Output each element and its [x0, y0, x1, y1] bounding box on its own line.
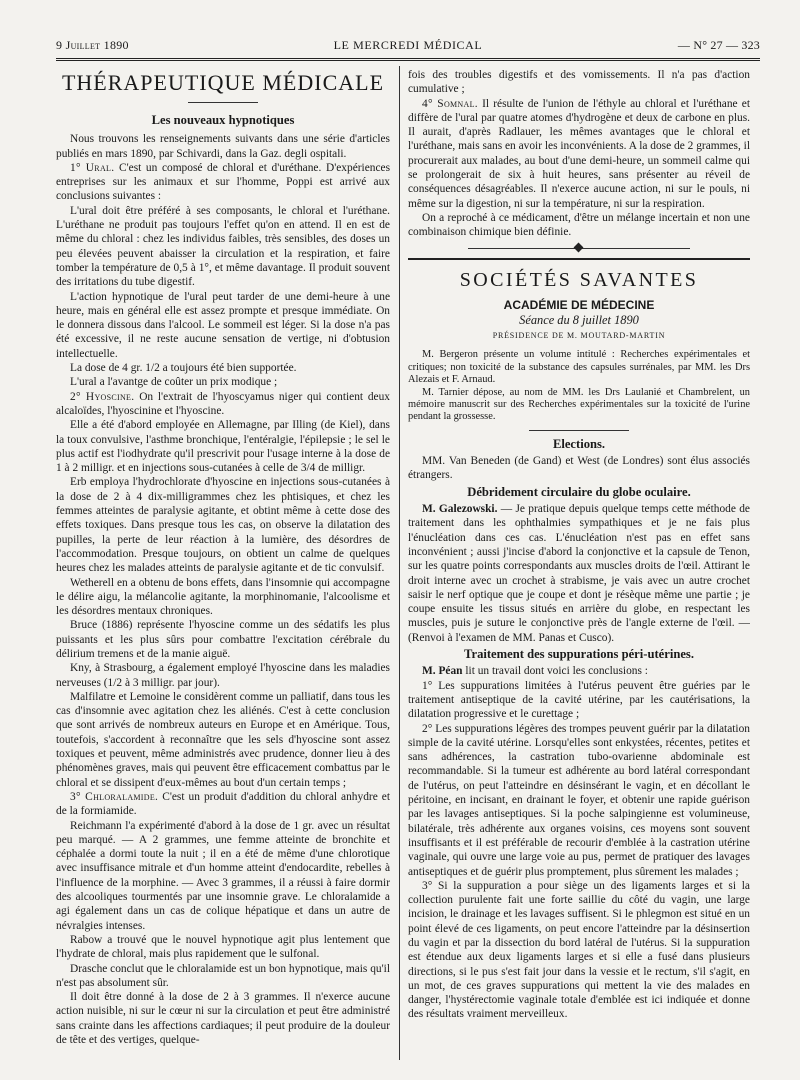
pean-conclusion-1: 1° Les suppurations limitées à l'utérus peuvent être guéries par le traitement antiseptique de la cavité utérine, par les cautérisations, la dilatation progressive et le curettage ; [408, 679, 750, 721]
somnal-label: 4° Somnal. [422, 97, 478, 110]
ural-paragraph-2: L'ural doit être préféré à ses composants, le chloral et l'uréthane. L'uréthane ne produit pas toujours l'effet qu'on en attend. Il en est de même du chloral : chez les individus faibles, très sensibles, des doses un peu élevées peuvent abaisser la circulation et la respiration, et faire tomber la température de 0,5 à 1°, et même davantage. Il produit souvent des irritations du tube digestif. [56, 204, 390, 289]
issue-date: 9 Juillet 1890 [56, 38, 129, 52]
debridement-paragraph [408, 502, 750, 645]
right-column [408, 68, 750, 1062]
elections-paragraph: MM. Van Beneden (de Gand) et West (de Londres) sont élus associés étrangers. [408, 455, 750, 482]
debridement-author: M. Galezowski. [422, 503, 498, 516]
chloralamide-paragraph [56, 790, 390, 819]
hyoscine-paragraph-4: Wetherell en a obtenu de bons effets, dans l'insomnie qui accompagne le délire aigu, la mélancolie agitante, la morphinomanie, l'alcoolisme et les désordres mentaux chroniques. [56, 576, 390, 618]
ural-text: C'est un composé de chloral et d'uréthane. D'expériences entreprises sur les animaux et sur l'homme, Poppi est arrivé aux conclusions suivantes : [56, 161, 390, 203]
hyoscine-paragraph-3: Erb employa l'hydrochlorate d'hyoscine en injections sous-cutanées à la dose de 2 à 4 dix-milligrammes chez les phtisiques, et chez les femmes atteintes de paralysie agitante, et obtint même à cette dose des effets toxiques. Dans presque tous les cas, on observe la dilatation des pupilles, la perte de leur réaction à la lumière, des désordres de l'accommodation. Presque toujours, on obtient un calme de quelques heures chez les malades atteints de paralysie agitante et de tic convulsif. [56, 476, 390, 575]
ural-paragraph [56, 161, 390, 204]
chloralamide-label: 3° Chloralamide. [70, 790, 159, 803]
section-ornament [408, 242, 750, 254]
continued-paragraph: fois des troubles digestifs et des vomissements. Il n'a pas d'action cumulative ; [408, 69, 750, 96]
hyoscine-paragraph-2: Elle a été d'abord employée en Allemagne, par Illing (de Kiel), dans la toux convulsive, l'asthme bronchique, l'entéralgie, l'épilepsie ; le sel le plus actif est l'iodhydrate qu'il prescrivit pour l'usage interne à la dose de 1 à 2 milligr. et en injections sous-cutanées à celle de 3/4 de milligr. [56, 419, 390, 475]
title-rule [188, 102, 258, 103]
hyoscine-paragraph-5: Bruce (1886) représente l'hyoscine comme un des sédatifs les plus puissants et les plus sûrs pour combattre l'excitation cérébrale du délirium tremens et de la manie aiguë. [56, 619, 390, 660]
minutes-paragraph-2: M. Tarnier dépose, au nom de MM. les Drs Laulanié et Chambrelent, un mémoire manuscrit sur des Recherches expérimentales sur la toxicité de l'urine pendant la grossesse. [408, 386, 750, 423]
minutes-paragraph-1: M. Bergeron présente un volume intitulé : Recherches expérimentales et critiques; non toxicité de la substance des capsules surrénales, par MM. les Drs Alezais et F. Arnaud. [408, 349, 750, 386]
journal-title: LE MERCREDI MÉDICAL [333, 38, 483, 52]
chloralamide-paragraph-2: Reichmann l'a expérimenté d'abord à la dose de 1 gr. avec un résultat peu marqué. — A 2 grammes, une femme atteinte de bronchite et céphalée a dormi toute la nuit ; il en a été de même d'une chlorotique avec insuffisance mitrale et d'un homme atteint d'endocardite, rebelles à l'influence de la morphine. — Avec 3 grammes, il a réussi à faire dormir des alcooliques tourmentés par une insomnie grave. Le chloralamide a agi également dans un cas de colique hépatique et dans un autre de névralgies intenses. [56, 819, 390, 932]
presidency-line: PRÉSIDENCE DE M. MOUTARD-MARTIN [492, 331, 666, 341]
section-title: THÉRAPEUTIQUE MÉDICALE [61, 70, 385, 95]
left-column [56, 68, 390, 1062]
pean-conclusion-2: 2° Les suppurations légères des trompes peuvent guérir par la dilatation simple de la cavité utérine. Lorsqu'elles sont enkystées, récentes, petites et sans adhérences, la castration tubo-ovarienne abdominale est recommandable. Si la tumeur est adhérente au bord latéral correspondant de l'utérus, on peut l'atteindre en désinsérant le vagin, et en décollant le péritoine, en incisant, en drainant le foyer, et obtenir une rapide guérison par les lavages antiseptiques. Si la poche salpingienne est volumineuse, bilatérale, très adhérente aux organes voisins, ces moyens sont souvent insuffisants et il est préférable de recourir d'emblée à la castration utérine vaginale, qui ouvre une large voie au pus, permet de pratiquer des lavages antiseptiques et de guérir plus promptement, plus sûrement les malades ; [408, 722, 750, 878]
section-divider [408, 258, 750, 260]
article-title: Les nouveaux hypnotiques [151, 113, 295, 127]
academy-title: ACADÉMIE DE MÉDECINE [503, 297, 655, 312]
intro-paragraph: Nous trouvons les renseignements suivants dans une série d'articles publiés en mars 1890, par Schivardi, dans la Gaz. degli ospitali. [56, 133, 390, 160]
debridement-text: — Je pratique depuis quelque temps cette méthode de traitement dans les ophthalmies sympathiques et je ne fais plus l'énucléation dans ces cas. L'énucléation n'est pas en effet sans inconvénient ; aussi j'incise d'abord la conjonctive et la capsule de Tenon, sur les quatre points correspondants aux muscles droits de l'œil. Attirant le droit interne avec un crochet à strabisme, je vais avec un autre crochet saisir le nerf optique que je coupe et dont je résèque même une partie ; je coupe ensuite les tissus situés en arrière du globe, en respectant les muscles, puis je suture le conjonctive près de l'angle externe de l'œil. — (Renvoi à l'examen de MM. Panas et Cusco). [408, 503, 750, 644]
pean-intro-text: lit un travail dont voici les conclusions : [465, 665, 648, 678]
hyoscine-text: On l'extrait de l'hyoscyamus niger qui contient deux alcaloïdes, l'hyoscinine et l'hyoscine. [56, 390, 390, 417]
suppurations-title: Traitement des suppurations péri-utérines. [464, 647, 694, 662]
pean-intro-paragraph [408, 664, 750, 678]
somnal-text: Il résulte de l'union de l'éthyle au chloral et l'uréthane et diffère de l'ural par quatre atomes d'hydrogène et deux de carbone en plus. Il aurait, d'après Radlauer, les mêmes avantages que le chloral et l'uréthane, mais sans en avoir les inconvénients. A la dose de 2 grammes, il procurerait aux malades, au bout d'une demi-heure, un sommeil calme qui se prolongerait de six à huit heures, sans présenter au réveil de conséquences désagréables. Il n'exerce aucune action, ni sur le pouls, ni même sur la digestion, ni sur la température, ni sur la respiration. [408, 97, 750, 210]
ural-label: 1° Ural. [70, 161, 115, 174]
issue-page-number: — N° 27 — 323 [677, 38, 760, 52]
ural-paragraph-3: L'action hypnotique de l'ural peut tarder de une demi-heure à une heure, mais en général elle est assez prompte et presque immédiate. On le donnera dissous dans l'alcool. Le sommeil est léger. Si la dose n'a pas été excessive, il ne reste aucune sensation de vertige, ni d'obtusion intellectuelle. [56, 290, 390, 360]
debridement-title: Débridement circulaire du globe oculaire. [467, 484, 691, 499]
chloralamide-text: C'est un produit d'addition du chloral anhydre et de la formiamide. [56, 790, 390, 818]
hyoscine-paragraph-6: Kny, à Strasbourg, a également employé l'hyoscine dans les maladies nerveuses (1/2 à 3 milligr. par jour). [56, 662, 390, 689]
column-separator [399, 66, 400, 1060]
hyoscine-label: 2° Hyoscine. [70, 390, 135, 403]
pean-author: M. Péan [422, 665, 463, 678]
pean-conclusion-3: 3° Si la suppuration a pour siège un des ligaments larges et si la collection purulente fait une forte saillie du côté du vagin, une large incision, le drainage et les lavages suffisent. Si le phlegmon est situé en un point élevé de ces ligaments, on peut encore l'atteindre par la désinsertion du vagin et par la dissection du bord latéral de l'utérus. Si la suppuration est étendue aux deux ligaments larges et si elle a fusé dans plusieurs directions, si le pus s'est fait jour dans la vessie et le rectum, s'il s'agit, en un mot, de ces graves suppurations qui mettent la vie des malades en danger, l'hystérectomie vaginale totale d'emblée est ici indiquée et donne des résultats vraiment merveilleux. [408, 879, 750, 1021]
elections-title: Elections. [552, 436, 606, 451]
ural-paragraph-4: La dose de 4 gr. 1/2 a toujours été bien supportée. [70, 362, 297, 375]
hyoscine-paragraph [56, 390, 390, 419]
running-header [56, 38, 760, 58]
somnal-paragraph-2: On a reproché à ce médicament, d'être un mélange incertain et non une combinaison chimique bien définie. [408, 211, 750, 239]
ural-paragraph-5: L'ural a l'avantge de coûter un prix modique ; [70, 376, 278, 389]
chloralamide-paragraph-5: Il doit être donné à la dose de 2 à 3 grammes. Il n'exerce aucune action nuisible, ni sur le cœur ni sur la circulation et peut être administré sans crainte dans les affections cardiaques; il peut produire de la douleur de tête et des vertiges, quelque- [56, 991, 390, 1046]
session-date: Séance du 8 juillet 1890 [519, 312, 639, 327]
somnal-paragraph [408, 97, 750, 211]
societes-title: SOCIÉTÉS SAVANTES [459, 268, 699, 291]
header-rule [56, 58, 760, 61]
minutes-rule [529, 430, 629, 431]
hyoscine-paragraph-7: Malfilatre et Lemoine le considèrent comme un palliatif, dans tous les cas d'insomnie avec agitation chez les aliénés. C'est à cette conclusion que sont arrivés de nombreux auteurs en Europe et en Amérique. Tous, toutefois, s'accordent à reconnaître que les sels d'hyoscine sont assez toxiques et peuvent, même administrés avec prudence, donner lieu à des phénomènes graves, mais qui peuvent être efficacement combattus par le chloral et se dissipent d'eux-mêmes au bout d'un certain temps ; [56, 690, 390, 789]
diamond-ornament-icon [574, 242, 584, 252]
chloralamide-paragraph-3: Rabow a trouvé que le nouvel hypnotique agit plus lentement que l'hydrate de chloral, mais plus rapidement que le sulfonal. [56, 933, 390, 961]
chloralamide-paragraph-4: Drasche conclut que le chloralamide est un bon hypnotique, mais qu'il n'est pas absolument sûr. [56, 962, 390, 989]
